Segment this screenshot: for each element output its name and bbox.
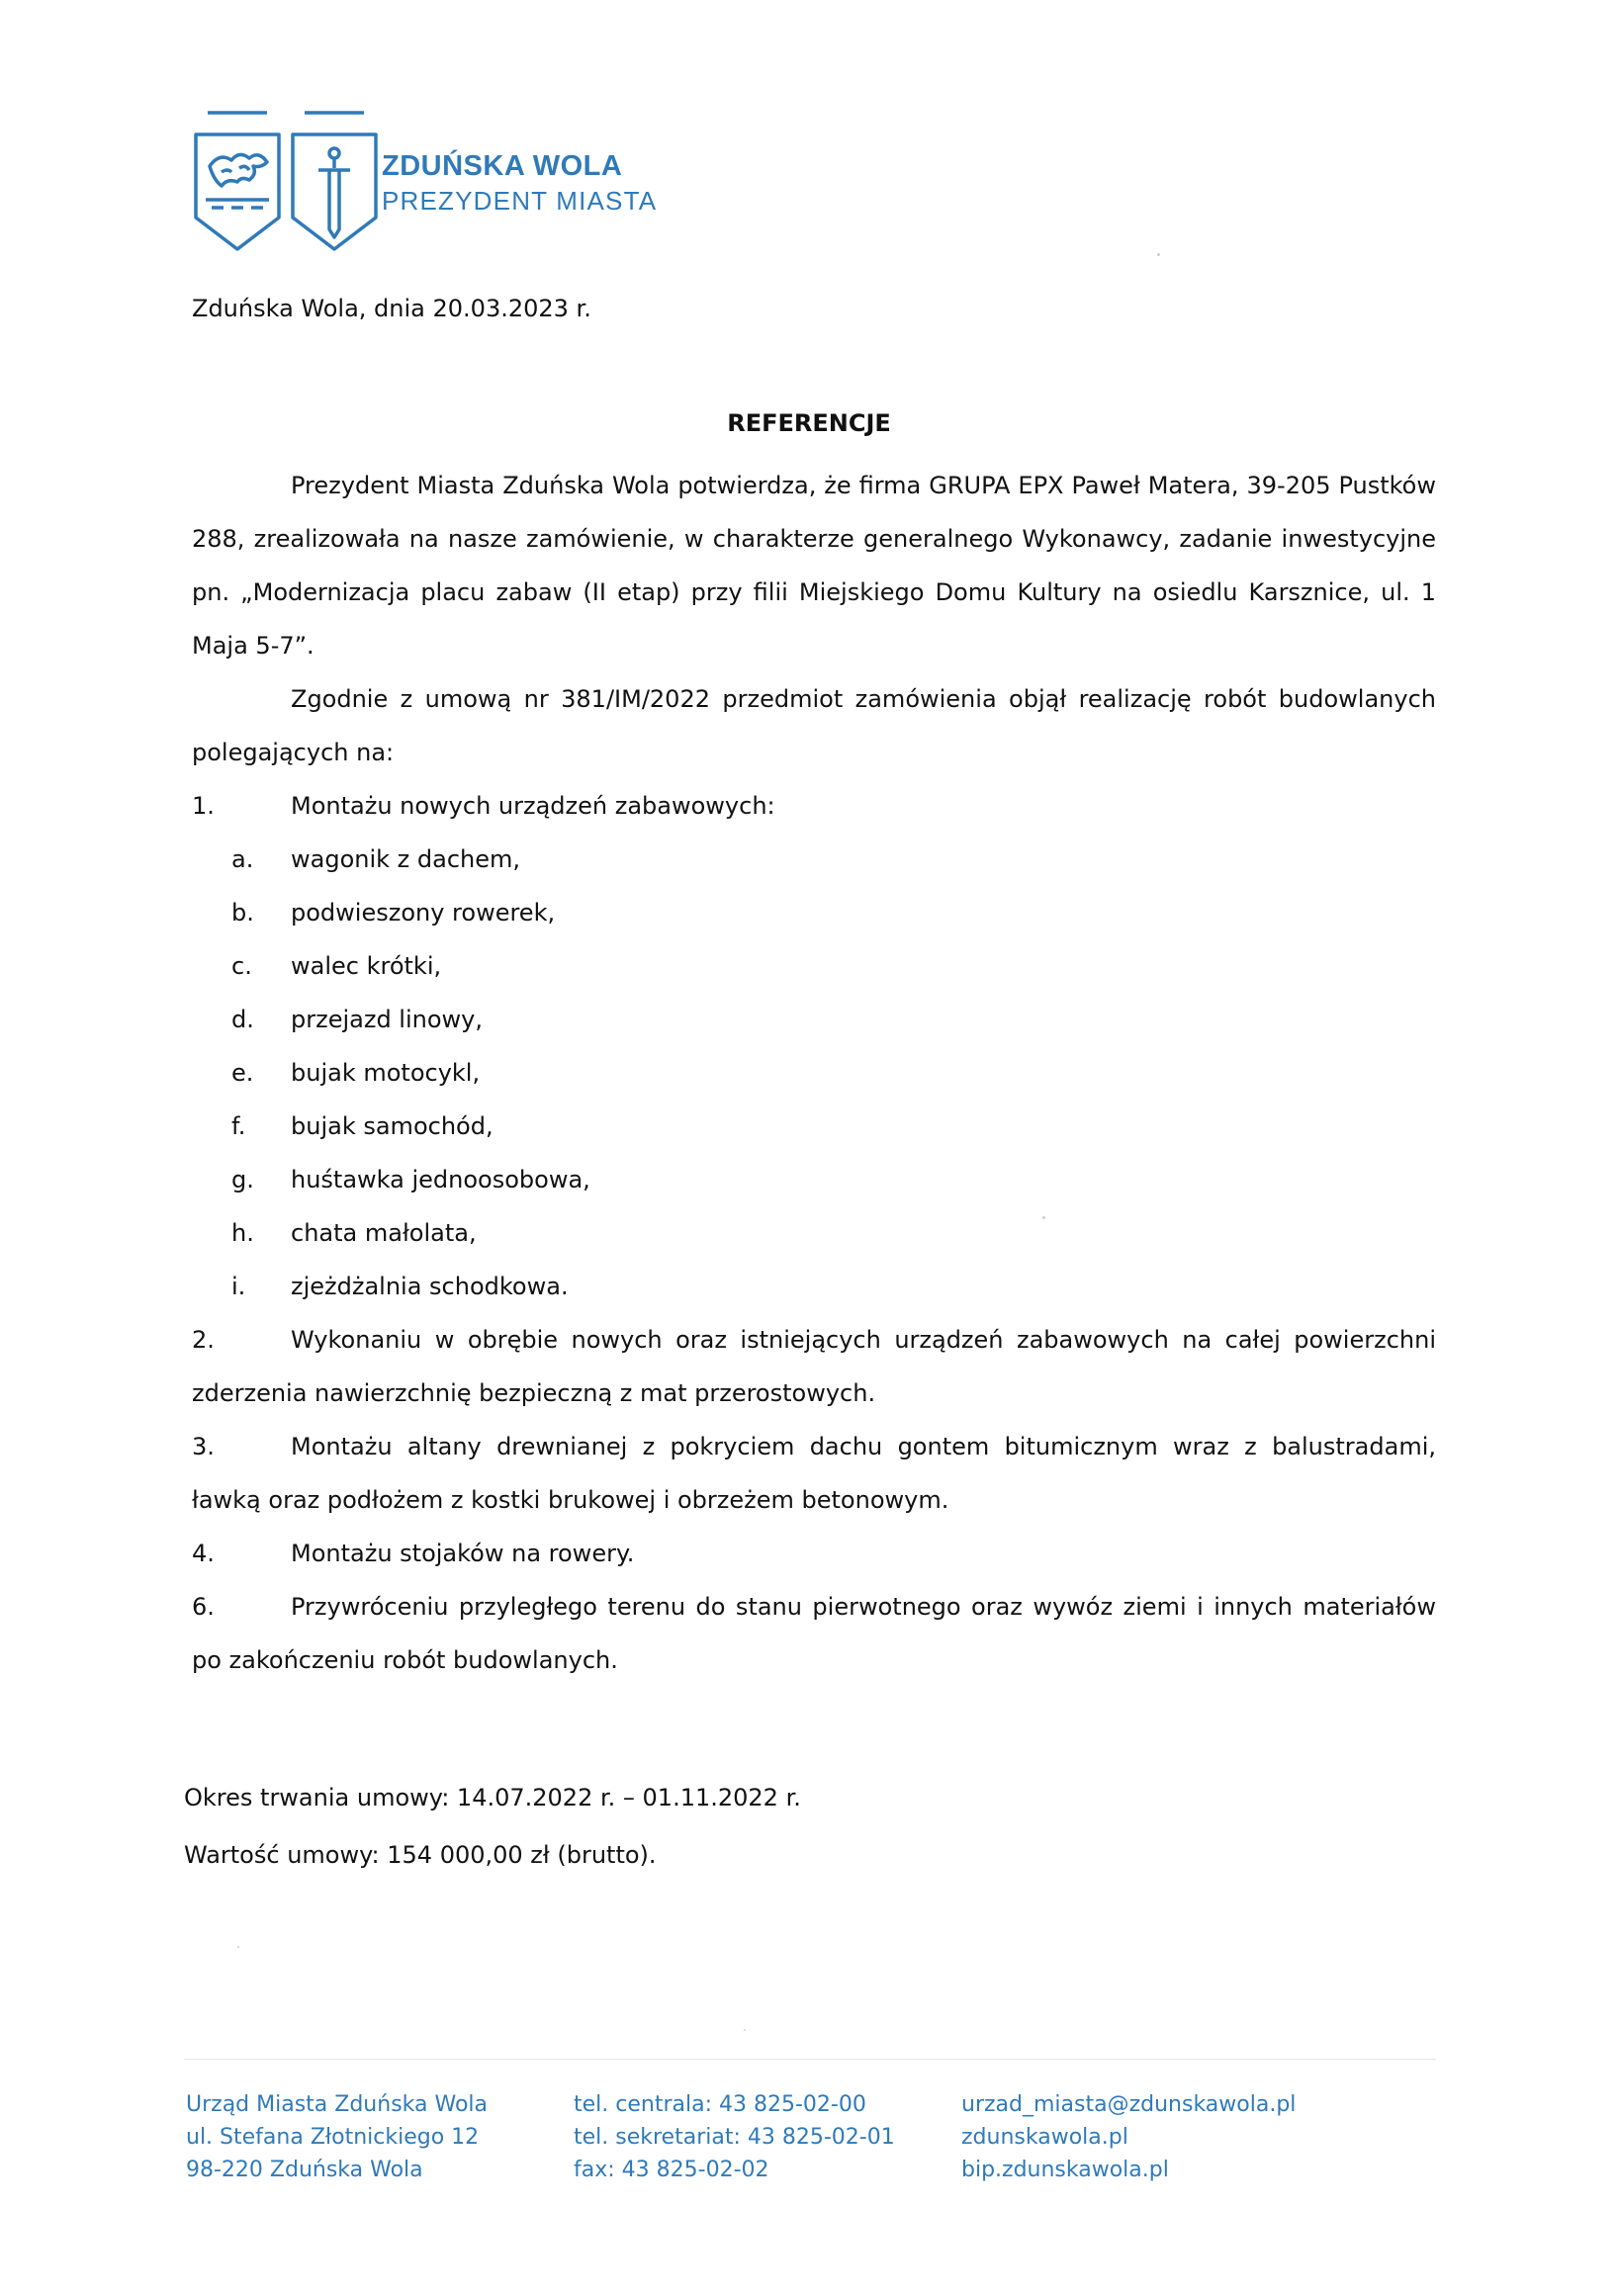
footer-website-link[interactable]: zdunskawola.pl xyxy=(961,2125,1128,2150)
sub-list-item: h. chata małolata, xyxy=(231,1219,477,1247)
brand-title: ZDUŃSKA WOLA xyxy=(382,150,623,182)
footer-address: Urząd Miasta Zduńska Wola ul. Stefana Złotnickiego 12 98-220 Zduńska Wola xyxy=(186,2092,489,2182)
list-item: 1. Montażu nowych urządzeń zabawowych: xyxy=(192,792,775,820)
footer-email[interactable]: urzad_miasta@zdunskawola.pl xyxy=(961,2092,1297,2117)
footer-bip-link[interactable]: bip.zdunskawola.pl xyxy=(961,2158,1169,2182)
footer-divider xyxy=(184,2059,1436,2060)
paragraph-2: Zgodnie z umową nr 381/IM/2022 przedmiot zamówienia objął realizację robót budowlanych polegających na: xyxy=(192,685,1436,766)
document-body xyxy=(192,459,1436,1687)
sub-list-item: a. wagonik z dachem, xyxy=(231,845,521,873)
sub-list-item: i. zjeżdżalnia schodkowa. xyxy=(231,1273,569,1300)
document-title: REFERENCJE xyxy=(727,409,891,437)
footer-web xyxy=(961,2088,1296,2186)
city-logo xyxy=(194,109,382,257)
sub-list-item: f. bujak samochód, xyxy=(231,1112,494,1140)
brand-subtitle: PREZYDENT MIASTA xyxy=(382,186,658,216)
list-item: 2. Wykonaniu w obrębie nowych oraz istniejących urządzeń zabawowych na całej powierzchni zderzenia nawierzchnię bezpieczną z mat przerostowych. xyxy=(192,1326,1436,1407)
scan-speck xyxy=(1157,253,1160,256)
contract-period: Okres trwania umowy: 14.07.2022 r. – 01.11.2022 r. xyxy=(184,1784,801,1811)
list-item: 4. Montażu stojaków na rowery. xyxy=(192,1540,635,1567)
coat-of-arms-icon xyxy=(194,109,382,257)
scan-speck xyxy=(1042,1216,1045,1219)
sub-list-item: d. przejazd linowy, xyxy=(231,1006,483,1033)
scan-speck xyxy=(744,2029,746,2031)
list-item: 3. Montażu altany drewnianej z pokryciem dachu gontem bitumicznym wraz z balustradami, ławką oraz podłożem z kostki brukowej i obrzeżem betonowym. xyxy=(192,1433,1436,1514)
scan-speck xyxy=(237,1946,239,1948)
sub-list-item: e. bujak motocykl, xyxy=(231,1059,481,1087)
contract-value: Wartość umowy: 154 000,00 zł (brutto). xyxy=(184,1841,657,1869)
paragraph-1: Prezydent Miasta Zduńska Wola potwierdza, że firma GRUPA EPX Paweł Matera, 39-205 Pustków 288, zrealizowała na nasze zamówienie, w charakterze generalnego Wykonawcy, zadanie inwestycyjne pn. „Modernizacja placu zabaw (II etap) przy filii Miejskiego Domu Kultury na osiedlu Karsznice, ul. 1 Maja 5-7”. xyxy=(192,472,1436,660)
sub-list-item: b. podwieszony rowerek, xyxy=(231,899,556,927)
footer-phones: tel. centrala: 43 825-02-00 tel. sekretariat: 43 825-02-01 fax: 43 825-02-02 xyxy=(574,2092,895,2182)
sub-list-item: c. walec krótki, xyxy=(231,952,442,980)
sub-list-item: g. huśtawka jednoosobowa, xyxy=(231,1166,590,1193)
list-item: 6. Przywróceniu przyległego terenu do stanu pierwotnego oraz wywóz ziemi i innych materiałów po zakończeniu robót budowlanych. xyxy=(192,1593,1436,1674)
date-line: Zduńska Wola, dnia 20.03.2023 r. xyxy=(192,295,591,322)
